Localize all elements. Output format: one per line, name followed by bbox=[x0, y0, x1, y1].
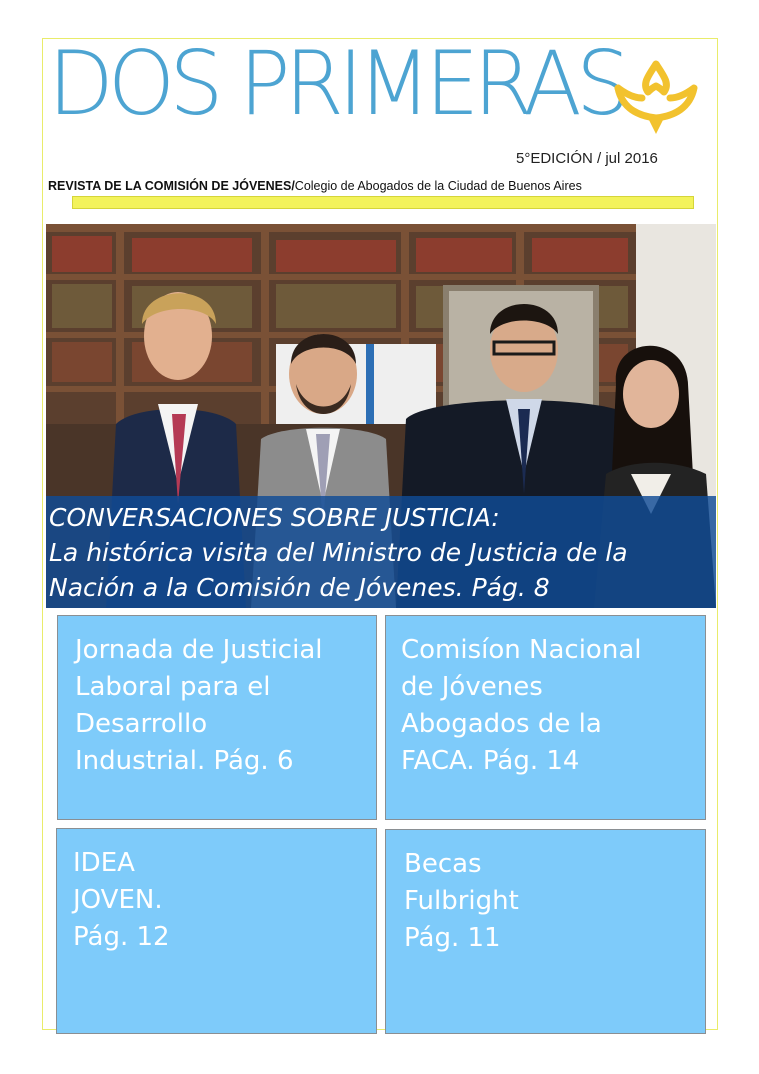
subtitle-bold: REVISTA DE LA COMISIÓN DE JÓVENES/ bbox=[48, 179, 295, 193]
teaser-line: Jornada de Justicial bbox=[75, 635, 323, 665]
teaser-line: Pág. 11 bbox=[404, 923, 501, 953]
subtitle-regular: Colegio de Abogados de la Ciudad de Buenos Aires bbox=[294, 179, 582, 193]
edition-label: 5°EDICIÓN / jul 2016 bbox=[516, 150, 658, 167]
cover-story-caption bbox=[46, 496, 716, 608]
teaser-box-comision bbox=[385, 615, 706, 820]
cover-story-heading: CONVERSACIONES SOBRE JUSTICIA: bbox=[49, 503, 500, 532]
yellow-highlight-bar bbox=[72, 196, 694, 209]
teaser-box-jornada bbox=[57, 615, 377, 820]
teaser-line: Abogados de la bbox=[401, 709, 602, 739]
teaser-line: Fulbright bbox=[404, 886, 519, 916]
teaser-line: Desarrollo bbox=[75, 709, 208, 739]
teaser-line: Pág. 12 bbox=[73, 922, 170, 952]
teaser-line: Laboral para el bbox=[75, 672, 271, 702]
teaser-line: Becas bbox=[404, 849, 482, 879]
teaser-line: Comisíon Nacional bbox=[401, 635, 642, 665]
teaser-line: JOVEN. bbox=[73, 885, 163, 915]
magazine-title: DOS PRIMERAS bbox=[48, 32, 625, 135]
fleur-logo-icon bbox=[608, 58, 704, 138]
teaser-line: FACA. Pág. 14 bbox=[401, 746, 580, 776]
magazine-subtitle bbox=[48, 179, 582, 193]
teaser-box-idea-joven bbox=[56, 828, 377, 1034]
teaser-line: Industrial. Pág. 6 bbox=[75, 746, 294, 776]
teaser-line: IDEA bbox=[73, 848, 135, 878]
teaser-box-becas bbox=[385, 829, 706, 1034]
cover-story-line-3: Nación a la Comisión de Jóvenes. Pág. 8 bbox=[49, 573, 550, 602]
cover-story-line-2: La histórica visita del Ministro de Justicia de la bbox=[49, 538, 628, 567]
teaser-line: de Jóvenes bbox=[401, 672, 543, 702]
